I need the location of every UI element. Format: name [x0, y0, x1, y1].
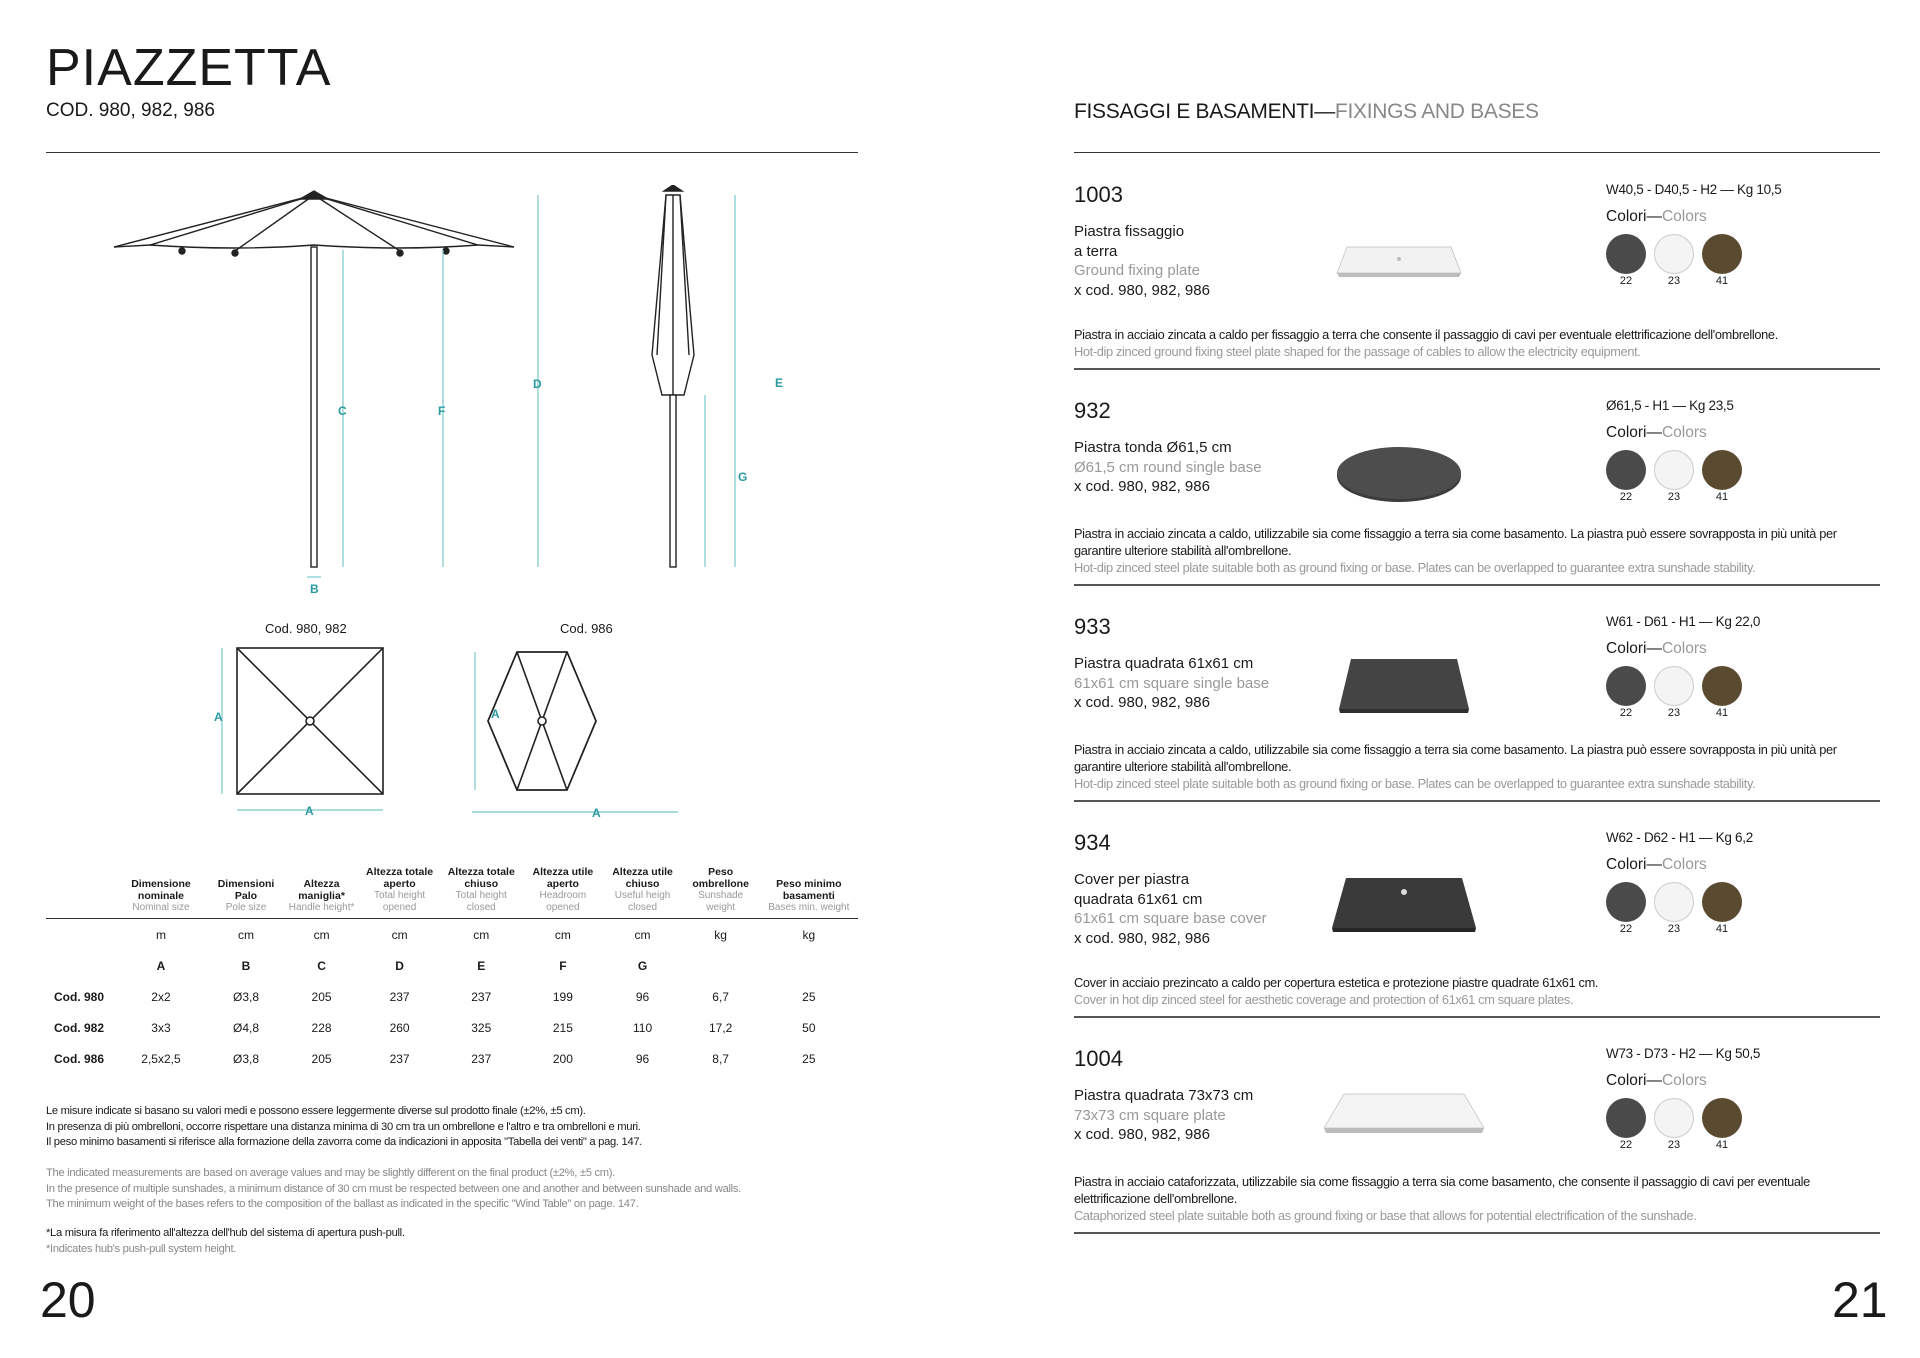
table-cell: 6,7 [712, 989, 729, 1004]
table-cell: cm [634, 927, 651, 942]
table-cell: 17,2 [708, 1020, 733, 1035]
product-name [1074, 654, 1269, 713]
table-cell: 237 [389, 989, 410, 1004]
table-cell: B [241, 958, 251, 973]
table-cell: 2x2 [151, 989, 171, 1004]
swatch-label: 23 [1667, 923, 1681, 935]
colors-en: Colors [1661, 424, 1707, 441]
table-cell: 25 [802, 989, 816, 1004]
product-image-plate-cover [1324, 870, 1484, 945]
table-cell: G [637, 958, 648, 973]
colors-it: Colori [1606, 424, 1647, 441]
desc-it: Piastra in acciaio zincata a caldo, utilizzabile sia come fissaggio a terra sia come basamento. La piastra può essere sovrapposta in più unità per garantire ulteriore stabilità all'ombrellone. [1074, 526, 1837, 558]
color-swatch-41[interactable] [1702, 450, 1742, 490]
table-header: Dimensioni Palo Pole size [208, 866, 284, 919]
swatch-label: 41 [1715, 923, 1729, 935]
colors-it: Colori [1606, 640, 1647, 657]
note-line: Le misure indicate si basano su valori medi e possono essere leggermente diverse sul prodotto finale (±2%, ±5 cm). [46, 1105, 586, 1117]
dim-e-label: E [775, 376, 784, 390]
section-title-en: FIXINGS AND BASES [1334, 100, 1539, 123]
table-letters-row [46, 950, 858, 981]
table-cell: 237 [471, 989, 492, 1004]
swatch-label: 41 [1715, 707, 1729, 719]
table-units-row [46, 919, 858, 951]
colors-it: Colori [1606, 1072, 1647, 1089]
color-swatch-22[interactable] [1606, 882, 1646, 922]
swatch-label: 41 [1715, 275, 1729, 287]
table-header: Altezza utile chiuso Useful heigh closed [603, 866, 681, 919]
colors-sep: — [1646, 856, 1662, 873]
table-cell: kg [802, 927, 816, 942]
product-name [1074, 870, 1267, 948]
table-cell: cm [313, 927, 330, 942]
table-cell: cm [554, 927, 571, 942]
compatibility: x cod. 980, 982, 986 [1074, 694, 1210, 711]
product-description [1074, 741, 1880, 792]
hex-dim-a-horizontal: A [592, 806, 601, 820]
plan-label-hex: Cod. 986 [560, 621, 613, 636]
dim-f-label: F [438, 404, 446, 418]
row-label: Cod. 980 [54, 989, 105, 1004]
product-description [1074, 525, 1880, 576]
table-cell: cm [473, 927, 490, 942]
table-cell: 50 [802, 1020, 816, 1035]
colors-sep: — [1646, 640, 1662, 657]
product-dimensions: W62 - D62 - H1 — Kg 6,2 [1606, 830, 1753, 845]
table-cell: 110 [632, 1020, 653, 1035]
row-label: Cod. 982 [54, 1020, 105, 1035]
note-line: Il peso minimo basamenti si riferisce alla formazione della zavorra come da indicazioni in apposita "Tabella dei venti" a pag. 147. [46, 1136, 643, 1148]
page-number-left: 20 [40, 1272, 96, 1328]
product-933 [1074, 614, 1880, 804]
desc-it: Piastra in acciaio cataforizzata, utilizzabile sia come fissaggio a terra sia come basamento, che consente il passaggio di cavi per eventuale elettrificazione dell'ombrellone. [1074, 1174, 1810, 1206]
name-en: 73x73 cm square plate [1074, 1106, 1226, 1124]
colors-label [1606, 424, 1707, 442]
compatibility: x cod. 980, 982, 986 [1074, 1126, 1210, 1143]
product-description [1074, 974, 1598, 1008]
note-line: In the presence of multiple sunshades, a minimum distance of 30 cm must be respected between one and another and between sunshade and walls. [46, 1182, 741, 1195]
colors-label [1606, 640, 1707, 658]
name-it: Piastra quadrata 61x61 cm [1074, 655, 1254, 672]
color-swatch-41[interactable] [1702, 234, 1742, 274]
product-description [1074, 326, 1778, 360]
colors-label [1606, 208, 1707, 226]
colors-sep: — [1646, 208, 1662, 225]
colors-en: Colors [1661, 1072, 1707, 1089]
desc-en: Cataphorized steel plate suitable both as ground fixing or base that allows for potential electrification of the sunshade. [1074, 1208, 1697, 1223]
color-swatch-23[interactable] [1654, 1098, 1694, 1138]
product-1004 [1074, 1046, 1880, 1236]
dim-d-label: D [533, 377, 542, 391]
color-swatch-41[interactable] [1702, 666, 1742, 706]
table-row [46, 1012, 858, 1043]
colors-label [1606, 1072, 1707, 1090]
color-swatch-22[interactable] [1606, 1098, 1646, 1138]
swatch-label: 22 [1619, 491, 1633, 503]
swatch-label: 23 [1667, 1139, 1681, 1151]
table-cell: 205 [311, 1051, 332, 1066]
desc-en: Hot-dip zinced steel plate suitable both as ground fixing or base. Plates can be overlapped to guarantee extra sunshade stability. [1074, 776, 1756, 791]
color-swatch-22[interactable] [1606, 666, 1646, 706]
dim-g-label: G [738, 470, 748, 484]
table-cell: 25 [802, 1051, 816, 1066]
colors-sep: — [1646, 424, 1662, 441]
table-row [46, 1043, 858, 1074]
product-code: 933 [1074, 614, 1111, 639]
name-en: 61x61 cm square base cover [1074, 910, 1267, 927]
swatch-label: 22 [1619, 923, 1633, 935]
note-line: In presenza di più ombrelloni, occorre rispettare una distanza minima di 30 cm tra un ombrellone e l'altro e tra ombrelloni e muri. [46, 1120, 641, 1133]
color-swatch-22[interactable] [1606, 450, 1646, 490]
table-header: Altezza utile aperto Headroom opened [522, 866, 603, 919]
page-number-right: 21 [1832, 1272, 1888, 1328]
table-cell: A [156, 958, 166, 973]
plan-label-square: Cod. 980, 982 [265, 621, 347, 636]
table-cell [46, 950, 114, 981]
product-name [1074, 222, 1210, 300]
swatch-label: 23 [1667, 707, 1681, 719]
product-divider [1074, 1016, 1880, 1018]
section-sep: — [1314, 100, 1335, 123]
swatch-label: 22 [1619, 275, 1633, 287]
desc-en: Hot-dip zinced steel plate suitable both as ground fixing or base. Plates can be overlapped to guarantee extra sunshade stability. [1074, 560, 1756, 575]
color-swatch-23[interactable] [1654, 450, 1694, 490]
table-cell: 96 [635, 1051, 650, 1066]
umbrella-elevation-drawing [100, 185, 800, 605]
table-cell: F [559, 958, 567, 973]
name-it: quadrata 61x61 cm [1074, 890, 1203, 908]
table-cell: 200 [552, 1051, 573, 1066]
table-cell: 237 [389, 1051, 410, 1066]
table-header-empty [46, 866, 114, 919]
plan-views-drawing [210, 640, 710, 820]
note-line: The minimum weight of the bases refers to the composition of the ballast as indicated in the specific "Wind Table" on page. 147. [46, 1198, 639, 1210]
swatch-label: 23 [1667, 491, 1681, 503]
name-it: Piastra quadrata 73x73 cm [1074, 1087, 1254, 1104]
product-description [1074, 1173, 1880, 1224]
swatch-label: 22 [1619, 1139, 1633, 1151]
name-en: Ground fixing plate [1074, 262, 1200, 279]
table-header: Dimensione nominale Nominal size [114, 866, 208, 919]
table-header: Peso ombrellone Sunshade weight [682, 866, 760, 919]
product-image-square-plate [1329, 649, 1479, 724]
product-dimensions: W73 - D73 - H2 — Kg 50,5 [1606, 1046, 1761, 1061]
table-cell: 325 [471, 1020, 492, 1035]
compatibility: x cod. 980, 982, 986 [1074, 281, 1210, 299]
color-swatch-22[interactable] [1606, 234, 1646, 274]
dim-b-label: B [310, 582, 319, 596]
table-cell [682, 950, 760, 981]
table-cell: 228 [311, 1020, 332, 1035]
table-cell [46, 919, 114, 951]
table-cell: 96 [635, 989, 650, 1004]
desc-it: Piastra in acciaio zincata a caldo per fissaggio a terra che consente il passaggio di cavi per eventuale elettrificazione dell'ombrellone. [1074, 327, 1778, 342]
desc-en: Cover in hot dip zinced steel for aesthetic coverage and protection of 61x61 cm square plates. [1074, 992, 1574, 1007]
row-label: Cod. 986 [54, 1051, 105, 1066]
table-cell [760, 950, 858, 981]
table-cell: m [155, 927, 166, 942]
product-image-plate-1003 [1329, 237, 1469, 287]
product-divider [1074, 584, 1880, 586]
desc-it: Piastra in acciaio zincata a caldo, utilizzabile sia come fissaggio a terra sia come basamento. La piastra può essere sovrapposta in più unità per garantire ulteriore stabilità all'ombrellone. [1074, 742, 1837, 774]
product-code: 932 [1074, 398, 1111, 423]
name-it: Piastra tonda Ø61,5 cm [1074, 439, 1232, 456]
table-cell: E [477, 958, 486, 973]
colors-en: Colors [1661, 640, 1707, 657]
name-it: a terra [1074, 242, 1118, 260]
product-divider [1074, 368, 1880, 370]
plan-dim-a-vertical: A [214, 710, 223, 724]
product-name [1074, 438, 1262, 497]
table-header-row [46, 866, 858, 919]
colors-sep: — [1646, 1072, 1662, 1089]
swatch-label: 22 [1619, 707, 1633, 719]
footnote-english: *Indicates hub's push-pull system height. [46, 1243, 237, 1255]
colors-it: Colori [1606, 208, 1647, 225]
page-title: PIAZZETTA [46, 39, 332, 97]
product-dimensions: W61 - D61 - H1 — Kg 22,0 [1606, 614, 1761, 629]
name-en: Ø61,5 cm round single base [1074, 458, 1262, 476]
table-header: Altezza totale chiuso Total height closed [440, 866, 522, 919]
table-header: Peso minimo basamenti Bases min. weight [760, 866, 858, 919]
product-image-round-plate [1329, 438, 1469, 508]
product-image-white-plate [1314, 1086, 1494, 1146]
colors-en: Colors [1661, 208, 1707, 225]
table-cell: Ø4,8 [233, 1020, 260, 1035]
color-swatch-23[interactable] [1654, 234, 1694, 274]
product-code: 934 [1074, 830, 1111, 855]
table-cell: Ø3,8 [233, 989, 260, 1004]
color-swatch-23[interactable] [1654, 666, 1694, 706]
hex-dim-a-vertical: A [491, 707, 500, 721]
right-page [960, 0, 1920, 1358]
product-divider [1074, 1232, 1880, 1234]
table-cell: cm [238, 927, 255, 942]
product-codes: COD. 980, 982, 986 [46, 100, 215, 121]
footnote-italian: *La misura fa riferimento all'altezza dell'hub del sistema di apertura push-pull. [46, 1227, 405, 1239]
table-header: Altezza totale aperto Total height opened [359, 866, 440, 919]
product-name [1074, 1086, 1253, 1145]
desc-it: Cover in acciaio prezincato a caldo per copertura estetica e protezione piastre quadrate 61x61 cm. [1074, 975, 1599, 990]
product-932 [1074, 398, 1880, 588]
compatibility: x cod. 980, 982, 986 [1074, 478, 1210, 495]
colors-label [1606, 856, 1707, 874]
product-divider [1074, 800, 1880, 802]
product-code: 1004 [1074, 1046, 1123, 1071]
color-swatch-23[interactable] [1654, 882, 1694, 922]
table-cell: 237 [471, 1051, 492, 1066]
desc-en: Hot-dip zinced ground fixing steel plate shaped for the passage of cables to allow the electricity equipment. [1074, 344, 1641, 359]
table-cell: 260 [389, 1020, 410, 1035]
swatch-label: 23 [1667, 275, 1681, 287]
product-934 [1074, 830, 1880, 1020]
name-it: Piastra fissaggio [1074, 223, 1185, 240]
product-dimensions: W40,5 - D40,5 - H2 — Kg 10,5 [1606, 182, 1782, 197]
note-line: The indicated measurements are based on average values and may be slightly different on the final product (±2%, ±5 cm). [46, 1167, 616, 1179]
name-it: Cover per piastra [1074, 871, 1190, 888]
section-divider [1074, 152, 1880, 153]
plan-dim-a-horizontal: A [305, 804, 314, 818]
product-code: 1003 [1074, 182, 1123, 207]
table-cell: 199 [552, 989, 573, 1004]
table-header: Altezza maniglia* Handle height* [284, 866, 359, 919]
color-swatch-41[interactable] [1702, 882, 1742, 922]
table-row [46, 981, 858, 1012]
compatibility: x cod. 980, 982, 986 [1074, 929, 1210, 947]
color-swatch-41[interactable] [1702, 1098, 1742, 1138]
table-cell: C [317, 958, 326, 973]
product-1003 [1074, 182, 1880, 372]
table-cell: 3x3 [151, 1020, 171, 1035]
section-title [1074, 100, 1539, 124]
table-cell: D [395, 958, 404, 973]
table-cell: 215 [552, 1020, 573, 1035]
table-cell: 205 [311, 989, 332, 1004]
table-cell: Ø3,8 [233, 1051, 260, 1066]
specification-table [46, 866, 858, 1074]
table-cell: 2,5x2,5 [141, 1051, 181, 1066]
name-en: 61x61 cm square single base [1074, 674, 1270, 692]
product-dimensions: Ø61,5 - H1 — Kg 23,5 [1606, 398, 1734, 413]
section-title-it: FISSAGGI E BASAMENTI [1074, 100, 1315, 123]
swatch-label: 41 [1715, 1139, 1729, 1151]
dim-c-label: C [338, 404, 347, 418]
table-cell: kg [714, 927, 727, 942]
colors-en: Colors [1661, 856, 1707, 873]
notes-italian [46, 1104, 642, 1151]
notes-english [46, 1166, 741, 1213]
table-cell: 8,7 [712, 1051, 729, 1066]
colors-it: Colori [1606, 856, 1647, 873]
header-divider [46, 152, 858, 153]
table-cell: cm [391, 927, 408, 942]
swatch-label: 41 [1715, 491, 1729, 503]
